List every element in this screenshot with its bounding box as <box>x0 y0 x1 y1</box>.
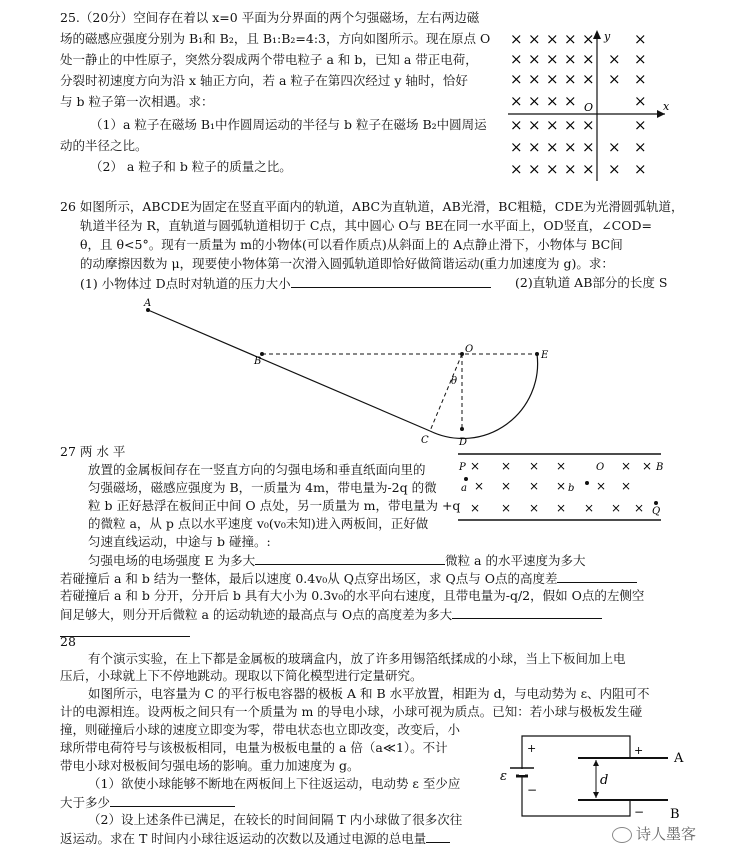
field-cross: × <box>529 479 540 493</box>
field-cross: × <box>621 459 632 473</box>
plate-a-label: A <box>674 751 684 766</box>
q25-line-5: 与 b 粒子第一次相遇。求： <box>60 94 214 109</box>
field-cross-right: × <box>634 160 647 178</box>
q27-line-1: 放置的金属板间存在一竖直方向的匀强电场和垂直纸面向里的 <box>88 462 426 477</box>
field-cross-right: × <box>634 50 647 68</box>
field-cross-right: × <box>608 50 621 68</box>
y-axis-label: y <box>604 30 611 43</box>
field-cross-left: × <box>564 70 577 88</box>
field-cross-left: × <box>582 116 595 134</box>
plate-b-label: B <box>670 807 680 822</box>
field-cross-left: × <box>510 160 523 178</box>
field-cross: × <box>634 501 645 515</box>
field-cross: × <box>501 459 512 473</box>
q26-q2: (2)直轨道 AB部分的长度 S <box>515 275 668 290</box>
q27-answer-blank-3 <box>452 606 602 619</box>
point-q-label: Q <box>652 506 661 517</box>
q28-line-2: 压后，小球就上下不停地跳动。现取以下简化模型进行定量研究。 <box>60 668 423 683</box>
q26-line-1: 26 如图所示，ABCDE为固定在竖直平面内的轨道，ABC为直轨道，AB光滑，BC粗糙，CDE为光滑圆弧轨道， <box>60 199 684 214</box>
field-cross: × <box>584 501 595 515</box>
field-cross: × <box>529 459 540 473</box>
field-cross: × <box>621 479 632 493</box>
field-cross: × <box>556 479 567 493</box>
field-cross: × <box>470 459 481 473</box>
field-crosses <box>470 459 652 515</box>
field-cross-left: × <box>582 70 595 88</box>
q27-line-5: 匀速直线运动，中途与 b 碰撞。: <box>88 534 271 549</box>
q28-line-6: 球所带电荷符号与该极板相同，电量为极板电量的 a 倍（a≪1）。不计 <box>60 740 448 755</box>
field-cross-left: × <box>564 138 577 156</box>
field-cross-left: × <box>528 138 541 156</box>
q27-answer-blank-2 <box>557 570 637 583</box>
particle-q-dot <box>654 501 658 505</box>
emf-label: ε <box>500 769 507 784</box>
q25-line-8: （2） a 粒子和 b 粒子的质量之比。 <box>90 159 292 174</box>
field-cross-left: × <box>546 160 559 178</box>
field-cross-left: × <box>564 30 577 48</box>
field-cross-left: × <box>528 116 541 134</box>
point-e-label: E <box>541 350 549 361</box>
q27-answer-blank-4 <box>60 624 190 637</box>
field-cross-left: × <box>528 30 541 48</box>
point-a-label: A <box>144 298 152 309</box>
particle-a-dot <box>464 477 468 481</box>
q27-line-4: 的微粒 a，从 p 点以水平速度 v₀(v₀未知)进入两板间，正好做 <box>88 516 429 531</box>
q26-line-2: 轨道半径为 R，直轨道与圆弧轨道相切于 C点，其中圆心 O与 BE在同一水平面上，OD竖直，∠COD= <box>80 218 652 233</box>
q25-line-3: 处一静止的中性原子，突然分裂成两个带电粒子 a 和 b，已知 a 带正电荷， <box>60 52 478 67</box>
field-cross-left: × <box>546 92 559 110</box>
q28-line-1: 有个演示实验，在上下都是金属板的玻璃盒内，放了许多用锡箔纸揉成的小球，当上下板间加上电 <box>88 651 626 666</box>
field-cross-left: × <box>528 160 541 178</box>
q26-track-figure <box>140 300 560 450</box>
q27-line-8: 若碰撞后 a 和 b 分开，分开后 b 具有大小为 0.3v₀的水平向右速度，且带电量为-q/2，假如 O点的左侧空 <box>60 588 645 603</box>
field-cross-left: × <box>564 50 577 68</box>
q27-title: 27 两 水 平 <box>60 444 126 459</box>
field-cross: × <box>556 501 567 515</box>
particle-o-dot <box>585 481 589 485</box>
plate-a-plus: + <box>634 744 644 757</box>
q27-line-10 <box>60 624 190 641</box>
watermark: 诗人墨客 <box>612 826 696 843</box>
q27-plates-figure <box>456 448 666 523</box>
field-cross-left: × <box>510 50 523 68</box>
particle-b-label: b <box>568 483 575 494</box>
q27-line-2: 匀强磁场，磁感应强度为 B，一质量为 4m，带电量为-2q 的微 <box>88 480 437 495</box>
field-cross-left: × <box>546 30 559 48</box>
origin-label: O <box>584 101 594 114</box>
q28-answer-blank-1 <box>110 794 235 807</box>
field-cross-left: × <box>510 138 523 156</box>
field-cross: × <box>529 501 540 515</box>
field-b-label: B <box>656 462 664 473</box>
point-o-label: O <box>596 462 605 473</box>
q28-title: 28 <box>60 634 76 649</box>
q25-magnetic-field-figure <box>500 26 680 186</box>
field-cross-left: × <box>582 138 595 156</box>
battery-plus: + <box>527 742 537 755</box>
field-cross-left: × <box>528 70 541 88</box>
q28-line-11: 返运动。求在 T 时间内小球往返运动的次数以及通过电源的总电量 <box>60 830 450 847</box>
field-cross-left: × <box>582 160 595 178</box>
q27-line-3: 粒 b 正好悬浮在板间正中间 O 点处，另一质量为 m，带电量为 +q <box>88 498 461 513</box>
field-cross-left: × <box>510 30 523 48</box>
field-cross: × <box>556 459 567 473</box>
field-cross-left: × <box>582 30 595 48</box>
field-cross-left: × <box>564 116 577 134</box>
field-cross-right: × <box>608 138 621 156</box>
field-cross-left: × <box>510 70 523 88</box>
plate-b-minus: − <box>634 805 645 819</box>
field-cross-right: × <box>634 70 647 88</box>
q28-line-8: （1）欲使小球能够不断地在两板间上下往返运动，电动势 ε 至少应 <box>88 776 461 791</box>
field-cross-left: × <box>546 116 559 134</box>
field-cross: × <box>611 501 622 515</box>
field-cross: × <box>474 479 485 493</box>
q28-capacitor-circuit <box>500 722 700 842</box>
field-cross: × <box>501 501 512 515</box>
field-crosses <box>510 30 647 178</box>
q27-line-9: 间足够大，则分开后微粒 a 的运动轨迹的最高点与 O点的高度差为多大 <box>60 606 602 623</box>
q27-line-6: 匀强电场的电场强度 E 为多大 微粒 a 的水平速度为多大 <box>88 553 586 568</box>
q26-line-3: θ，且 θ<5°。现有一质量为 m的小物体(可以看作质点)从斜面上的 A点静止滑下，小物体与 BC间 <box>80 237 623 252</box>
field-cross-left: × <box>546 50 559 68</box>
field-cross-right: × <box>634 92 647 110</box>
q26-q1: (1) 小物体过 D点时对轨道的压力大小 <box>80 275 491 292</box>
q28-line-9: 大于多少 <box>60 794 235 811</box>
q28-answer-blank-2 <box>426 830 450 843</box>
q28-line-3: 如图所示，电容量为 C 的平行板电容器的极板 A 和 B 水平放置，相距为 d，与电动势为 ε、内阻可不 <box>88 686 650 701</box>
q25-line-6: （1）a 粒子在磁场 B₁中作圆周运动的半径与 b 粒子在磁场 B₂中圆周运 <box>90 117 487 132</box>
field-cross-left: × <box>564 160 577 178</box>
field-cross: × <box>501 479 512 493</box>
wechat-icon <box>612 827 632 843</box>
q25-line-2: 场的磁感应强度分别为 B₁和 B₂，且 B₁:B₂=4:3，方向如图所示。现在原点 O <box>60 31 491 46</box>
field-cross-left: × <box>528 50 541 68</box>
field-cross-left: × <box>546 138 559 156</box>
point-d-label: D <box>459 437 468 448</box>
q28-line-4: 计的电源相连。设两板之间只有一个质量为 m 的导电小球，小球可视为质点。已知：若小球与极板发生碰 <box>60 704 643 719</box>
field-cross-left: × <box>564 92 577 110</box>
battery-minus: − <box>527 783 538 797</box>
field-cross-right: × <box>634 138 647 156</box>
q27-answer-blank-1 <box>255 552 445 565</box>
q27-line-7: 若碰撞后 a 和 b 结为一整体，最后以速度 0.4v₀从 Q点穿出场区，求 Q点与 O点的高度差 <box>60 570 637 587</box>
field-cross-right: × <box>634 116 647 134</box>
q25-line-7: 动的半径之比。 <box>60 138 148 153</box>
field-cross-left: × <box>510 116 523 134</box>
theta-label: θ <box>451 376 458 387</box>
q28-line-7: 带电小球对极板间匀强电场的影响。重力加速度为 g。 <box>60 758 360 773</box>
field-cross: × <box>596 479 607 493</box>
field-cross-left: × <box>510 92 523 110</box>
field-cross-left: × <box>528 92 541 110</box>
field-cross-right: × <box>608 160 621 178</box>
field-cross-right: × <box>634 30 647 48</box>
field-cross: × <box>642 459 653 473</box>
q25-line-4: 分裂时初速度方向为沿 x 轴正方向，若 a 粒子在第四次经过 y 轴时，恰好 <box>60 73 468 88</box>
q28-line-10: （2）设上述条件已满足，在较长的时间间隔 T 内小球做了很多次往 <box>88 812 463 827</box>
q28-line-5: 撞，则碰撞后小球的速度立即变为零，带电状态也立即改变，改变后，小 <box>60 722 461 737</box>
gap-d-label: d <box>600 773 609 788</box>
point-p-label: P <box>459 462 466 473</box>
field-cross: × <box>470 501 481 515</box>
field-cross-left: × <box>546 70 559 88</box>
x-axis-label: x <box>663 100 670 113</box>
point-b-label: B <box>254 356 262 367</box>
field-cross-left: × <box>582 50 595 68</box>
field-cross-right: × <box>608 70 621 88</box>
point-o-label: O <box>465 344 474 355</box>
q25-line-1: 25.（20分）空间存在着以 x=0 平面为分界面的两个匀强磁场，左右两边磁 <box>60 10 480 25</box>
q26-answer-blank-1 <box>291 275 491 288</box>
point-c-label: C <box>421 435 429 446</box>
particle-a-label: a <box>461 483 467 494</box>
q26-line-4: 的动摩擦因数为 μ，现要使小物体第一次滑入圆弧轨道即恰好做简谐运动(重力加速度为 g)。求： <box>80 256 614 271</box>
